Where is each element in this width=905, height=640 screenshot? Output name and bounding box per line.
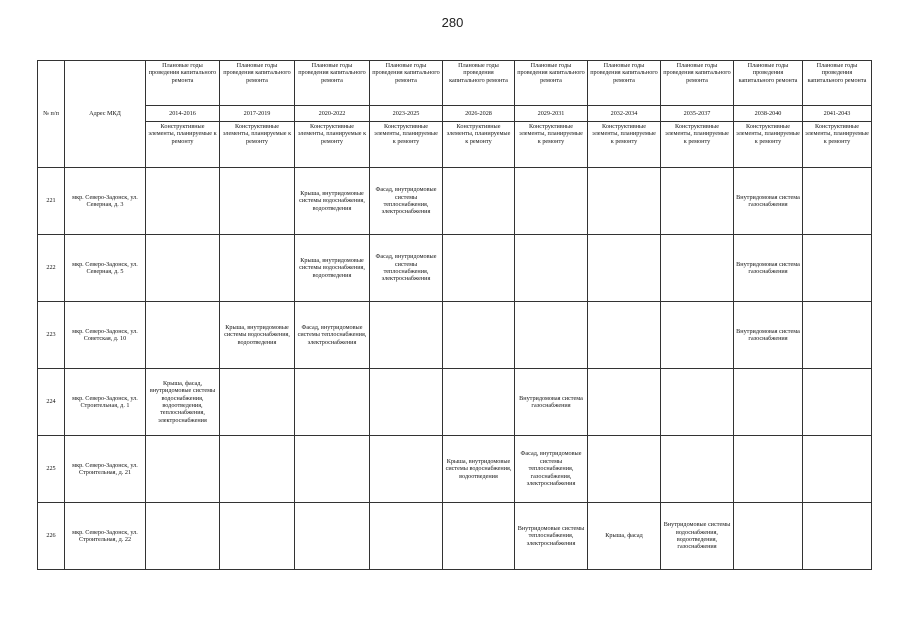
table-row <box>38 302 872 369</box>
table-cell: Крыша, фасад, внутридомовые системы водоснабжения, водоотведения, теплоснабжения, электроснабжения <box>146 369 220 436</box>
table-cell <box>146 168 220 235</box>
table-cell: Крыша, внутридомовые системы водоснабжения, водоотведения <box>295 235 370 302</box>
table-cell <box>661 168 734 235</box>
table-cell: Внутридомовая система газоснабжения <box>734 302 803 369</box>
header-period-elements: Конструктивные элементы, планируемые к ремонту <box>661 122 734 168</box>
table-cell <box>588 302 661 369</box>
header-period-range: 2014-2016 <box>146 106 220 122</box>
table-cell <box>661 302 734 369</box>
header-period-range: 2035-2037 <box>661 106 734 122</box>
header-period-elements: Конструктивные элементы, планируемые к ремонту <box>220 122 295 168</box>
row-number: 223 <box>38 302 65 369</box>
row-address: мкр. Северо-Задонск, ул. Строительная, д. 1 <box>65 369 146 436</box>
header-period-range: 2032-2034 <box>588 106 661 122</box>
header-row-ranges <box>38 106 872 122</box>
table-cell: Внутридомовая система газоснабжения <box>734 168 803 235</box>
table-row <box>38 369 872 436</box>
table-cell <box>295 503 370 570</box>
row-number: 226 <box>38 503 65 570</box>
table-cell <box>588 436 661 503</box>
table-cell <box>803 503 872 570</box>
table-cell <box>588 235 661 302</box>
page-number: 280 <box>441 15 464 30</box>
table-cell <box>220 369 295 436</box>
table-cell: Фасад, внутридомовые системы теплоснабжения, электроснабжения <box>295 302 370 369</box>
table-cell <box>803 302 872 369</box>
header-row-elements <box>38 122 872 168</box>
table-cell <box>588 168 661 235</box>
table-cell: Внутридомовые системы теплоснабжения, электроснабжения <box>515 503 588 570</box>
table-cell <box>295 436 370 503</box>
table-cell: Крыша, внутридомовые системы водоснабжения, водоотведения <box>220 302 295 369</box>
row-number: 222 <box>38 235 65 302</box>
row-address: мкр. Северо-Задонск, ул. Северная, д. 3 <box>65 168 146 235</box>
header-period-elements: Конструктивные элементы, планируемые к ремонту <box>295 122 370 168</box>
row-number: 221 <box>38 168 65 235</box>
header-period-elements: Конструктивные элементы, планируемые к ремонту <box>515 122 588 168</box>
table-cell <box>661 235 734 302</box>
table-cell: Крыша, фасад <box>588 503 661 570</box>
header-period-title: Плановые годы проведения капитального ремонта <box>443 61 515 106</box>
table-cell <box>734 503 803 570</box>
header-period-title: Плановые годы проведения капитального ремонта <box>588 61 661 106</box>
header-period-title: Плановые годы проведения капитального ремонта <box>803 61 872 106</box>
header-period-elements: Конструктивные элементы, планируемые к ремонту <box>443 122 515 168</box>
header-period-title: Плановые годы проведения капитального ремонта <box>734 61 803 106</box>
table-cell <box>146 302 220 369</box>
header-period-elements: Конструктивные элементы, планируемые к ремонту <box>370 122 443 168</box>
table-cell <box>370 302 443 369</box>
table-cell <box>443 168 515 235</box>
table-cell: Фасад, внутридомовые системы теплоснабжения, электроснабжения <box>370 235 443 302</box>
table-cell <box>146 235 220 302</box>
table-cell <box>515 168 588 235</box>
header-period-range: 2038-2040 <box>734 106 803 122</box>
header-period-elements: Конструктивные элементы, планируемые к ремонту <box>734 122 803 168</box>
table-cell <box>661 369 734 436</box>
header-rownum: № п/п <box>38 61 65 168</box>
table-cell <box>220 436 295 503</box>
header-period-title: Плановые годы проведения капитального ремонта <box>661 61 734 106</box>
header-period-range: 2029-2031 <box>515 106 588 122</box>
header-period-title: Плановые годы проведения капитального ремонта <box>370 61 443 106</box>
table-cell <box>443 302 515 369</box>
table-row <box>38 168 872 235</box>
header-period-range: 2023-2025 <box>370 106 443 122</box>
table-cell <box>443 235 515 302</box>
header-address: Адрес МКД <box>65 61 146 168</box>
table-cell <box>661 436 734 503</box>
table-cell <box>220 168 295 235</box>
table-cell <box>370 436 443 503</box>
table-cell <box>220 235 295 302</box>
table-row <box>38 436 872 503</box>
row-address: мкр. Северо-Задонск, ул. Строительная, д. 21 <box>65 436 146 503</box>
table-cell <box>146 503 220 570</box>
row-number: 224 <box>38 369 65 436</box>
table-cell: Крыша, внутридомовые системы водоснабжения, водоотведения <box>443 436 515 503</box>
table-cell <box>146 436 220 503</box>
row-address: мкр. Северо-Задонск, ул. Строительная, д. 22 <box>65 503 146 570</box>
table-cell: Внутридомовые системы водоснабжения, водоотведения, газоснабжения <box>661 503 734 570</box>
table-cell: Фасад, внутридомовые системы теплоснабжения, газоснабжения, электроснабжения <box>515 436 588 503</box>
table-cell: Внутридомовая система газоснабжения <box>515 369 588 436</box>
table-cell <box>220 503 295 570</box>
header-period-range: 2041-2043 <box>803 106 872 122</box>
table-row <box>38 503 872 570</box>
row-address: мкр. Северо-Задонск, ул. Северная, д. 5 <box>65 235 146 302</box>
table-cell <box>803 369 872 436</box>
table-row <box>38 235 872 302</box>
table-cell <box>734 369 803 436</box>
header-period-range: 2026-2028 <box>443 106 515 122</box>
row-address: мкр. Северо-Задонск, ул. Советская, д. 10 <box>65 302 146 369</box>
table-cell <box>803 436 872 503</box>
table-cell <box>515 302 588 369</box>
table-cell <box>803 168 872 235</box>
header-period-title: Плановые годы проведения капитального ремонта <box>146 61 220 106</box>
header-period-range: 2020-2022 <box>295 106 370 122</box>
table-cell <box>588 369 661 436</box>
table-cell <box>734 436 803 503</box>
table-cell <box>515 235 588 302</box>
table-cell: Внутридомовая система газоснабжения <box>734 235 803 302</box>
table-cell <box>295 369 370 436</box>
table-cell <box>443 503 515 570</box>
header-period-elements: Конструктивные элементы, планируемые к ремонту <box>588 122 661 168</box>
header-period-title: Плановые годы проведения капитального ремонта <box>295 61 370 106</box>
row-number: 225 <box>38 436 65 503</box>
table-cell: Крыша, внутридомовые системы водоснабжения, водоотведения <box>295 168 370 235</box>
header-period-title: Плановые годы проведения капитального ремонта <box>220 61 295 106</box>
table-cell <box>370 503 443 570</box>
header-period-title: Плановые годы проведения капитального ремонта <box>515 61 588 106</box>
capital-repair-plan-table <box>37 60 872 570</box>
header-row-years <box>38 61 872 106</box>
table-cell: Фасад, внутридомовые системы теплоснабжения, электроснабжения <box>370 168 443 235</box>
table-cell <box>803 235 872 302</box>
header-period-elements: Конструктивные элементы, планируемые к ремонту <box>146 122 220 168</box>
header-period-range: 2017-2019 <box>220 106 295 122</box>
table-cell <box>443 369 515 436</box>
table-cell <box>370 369 443 436</box>
header-period-elements: Конструктивные элементы, планируемые к ремонту <box>803 122 872 168</box>
